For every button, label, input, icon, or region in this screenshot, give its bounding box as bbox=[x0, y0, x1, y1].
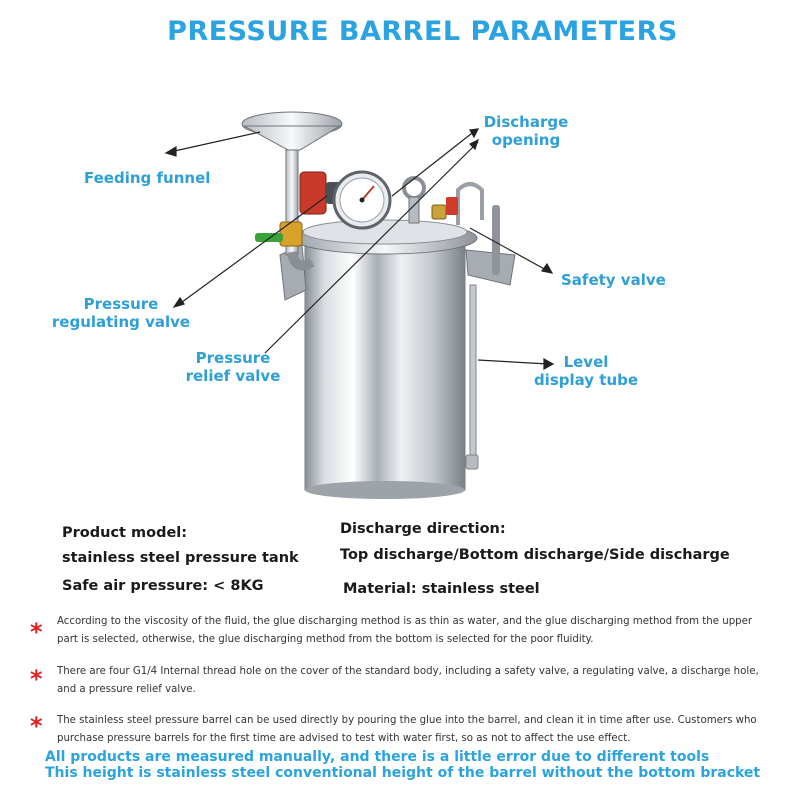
footer-line-2: This height is stainless steel conventional height of the barrel without the bottom bracket bbox=[45, 765, 761, 781]
footer-line-1: All products are measured manually, and there is a little error due to different tools bbox=[45, 749, 710, 765]
pressure-regulating-line2: regulating valve bbox=[51, 313, 191, 331]
note-1-text: According to the viscosity of the fluid, the glue discharging method is as thin as water, and the glue discharging method from the upper part is selected, otherwise, the glue discharging method from the bottom is selected for the poor fluidity. bbox=[57, 616, 753, 645]
pressure-relief-line2: relief valve bbox=[185, 367, 281, 385]
pressure-regulating-valve-label bbox=[40, 295, 202, 331]
feeding-funnel-label: Feeding funnel bbox=[84, 169, 211, 187]
note-2-star: * bbox=[30, 665, 43, 693]
pressure-relief-valve-label bbox=[178, 349, 288, 385]
level-display-tube-label bbox=[528, 353, 644, 389]
discharge-direction-label: Discharge direction: bbox=[340, 521, 506, 537]
level-display-tube bbox=[466, 285, 478, 469]
level-display-line2: display tube bbox=[533, 371, 639, 389]
pressure-relief-line1: Pressure bbox=[195, 349, 271, 367]
discharge-opening-line2: opening bbox=[491, 131, 561, 149]
safety-valve-label: Safety valve bbox=[561, 271, 666, 289]
lid-fittings bbox=[404, 178, 482, 225]
barrel-lid bbox=[293, 220, 477, 254]
discharge-opening-label bbox=[472, 113, 580, 149]
note-3-star: * bbox=[30, 712, 43, 740]
discharge-opening-line1: Discharge bbox=[483, 113, 569, 131]
level-display-line1: Level bbox=[563, 353, 609, 371]
page-title: PRESSURE BARREL PARAMETERS bbox=[167, 16, 678, 47]
note-3-text: The stainless steel pressure barrel can be used directly by pouring the glue into the barrel, and clean it in time after use. Customers who purchase pressure barrels for the first time are advised to test with water first, so as not to affect the use effect. bbox=[57, 715, 757, 744]
safe-air-pressure: Safe air pressure: < 8KG bbox=[62, 578, 264, 594]
discharge-direction-value: Top discharge/Bottom discharge/Side discharge bbox=[340, 547, 730, 563]
pressure-regulating-line1: Pressure bbox=[83, 295, 159, 313]
note-2-text: There are four G1/4 Internal thread hole on the cover of the standard body, including a safety valve, a regulating valve, a discharge hole, and a pressure relief valve. bbox=[57, 666, 759, 695]
pressure-gauge bbox=[334, 172, 390, 228]
product-model-label: Product model: bbox=[62, 525, 188, 541]
material-spec: Material: stainless steel bbox=[343, 581, 540, 597]
product-model-value: stainless steel pressure tank bbox=[62, 550, 299, 566]
barrel-body bbox=[305, 240, 465, 499]
note-1-star: * bbox=[30, 618, 43, 646]
